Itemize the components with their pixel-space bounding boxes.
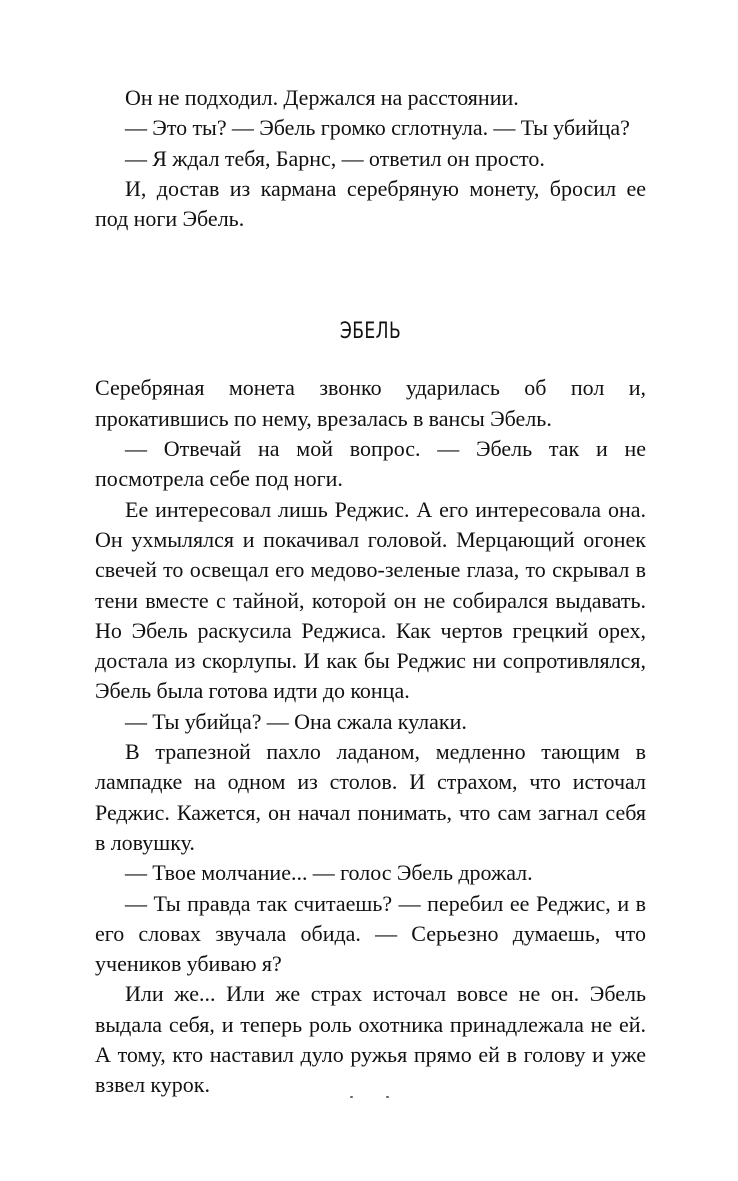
ink-dot bbox=[386, 1096, 389, 1098]
page-bottom-marks bbox=[340, 1096, 400, 1104]
paragraph: Серебряная монета звонко ударилась об пол и, прокатившись по нему, врезалась в вансы Эбель. bbox=[95, 375, 646, 431]
paragraph: Ее интересовал лишь Реджис. А его интересовала она. Он ухмылялся и покачивал головой. Мерцающий огонек свечей то освещал его медово-зеленые глаза, то скрывал в тени вместе с тайной, которой он не собирался выдавать. Но Эбель раскусила Реджиса. Как чертов грецкий орех, достала из скорлупы. И как бы Реджис ни сопротивлялся, Эбель была готова идти до конца. bbox=[95, 496, 646, 704]
paragraph: В трапезной пахло ладаном, медленно тающим в лампадке на одном из столов. И страхом, что источал Реджис. Кажется, он начал понимать, что сам загнал себя в ловушку. bbox=[95, 739, 646, 855]
top-text-block bbox=[95, 83, 646, 234]
paragraph: — Ты правда так считаешь? — перебил ее Реджис, и в его словах звучала обида. — Серьезно думаешь, что учеников убиваю я? bbox=[95, 890, 646, 977]
ink-dot bbox=[350, 1096, 353, 1098]
paragraph: Или же... Или же страх источал вовсе не он. Эбель выдала себя, и теперь роль охотника принадлежала не ей. А тому, кто наставил дуло ружья прямо ей в голову и уже взвел курок. bbox=[95, 981, 646, 1098]
paragraph: — Отвечай на мой вопрос. — Эбель так и не посмотрела себе под ноги. bbox=[95, 436, 646, 492]
paragraph: — Это ты? — Эбель громко сглотнула. — Ты убийца? bbox=[125, 115, 630, 141]
paragraph: И, достав из кармана серебряную монету, бросил ее под ноги Эбель. bbox=[95, 175, 646, 232]
chapter-title: ЭБЕЛЬ bbox=[339, 319, 402, 345]
paragraph: Он не подходил. Держался на расстоянии. bbox=[125, 85, 519, 110]
book-page bbox=[95, 83, 646, 1101]
paragraph: — Ты убийца? — Она сжала кулаки. bbox=[125, 708, 467, 734]
paragraph: — Твое молчание... — голос Эбель дрожал. bbox=[125, 860, 533, 886]
chapter-text-block bbox=[95, 373, 646, 1100]
paragraph: — Я ждал тебя, Барнс, — ответил он просто. bbox=[125, 145, 545, 171]
